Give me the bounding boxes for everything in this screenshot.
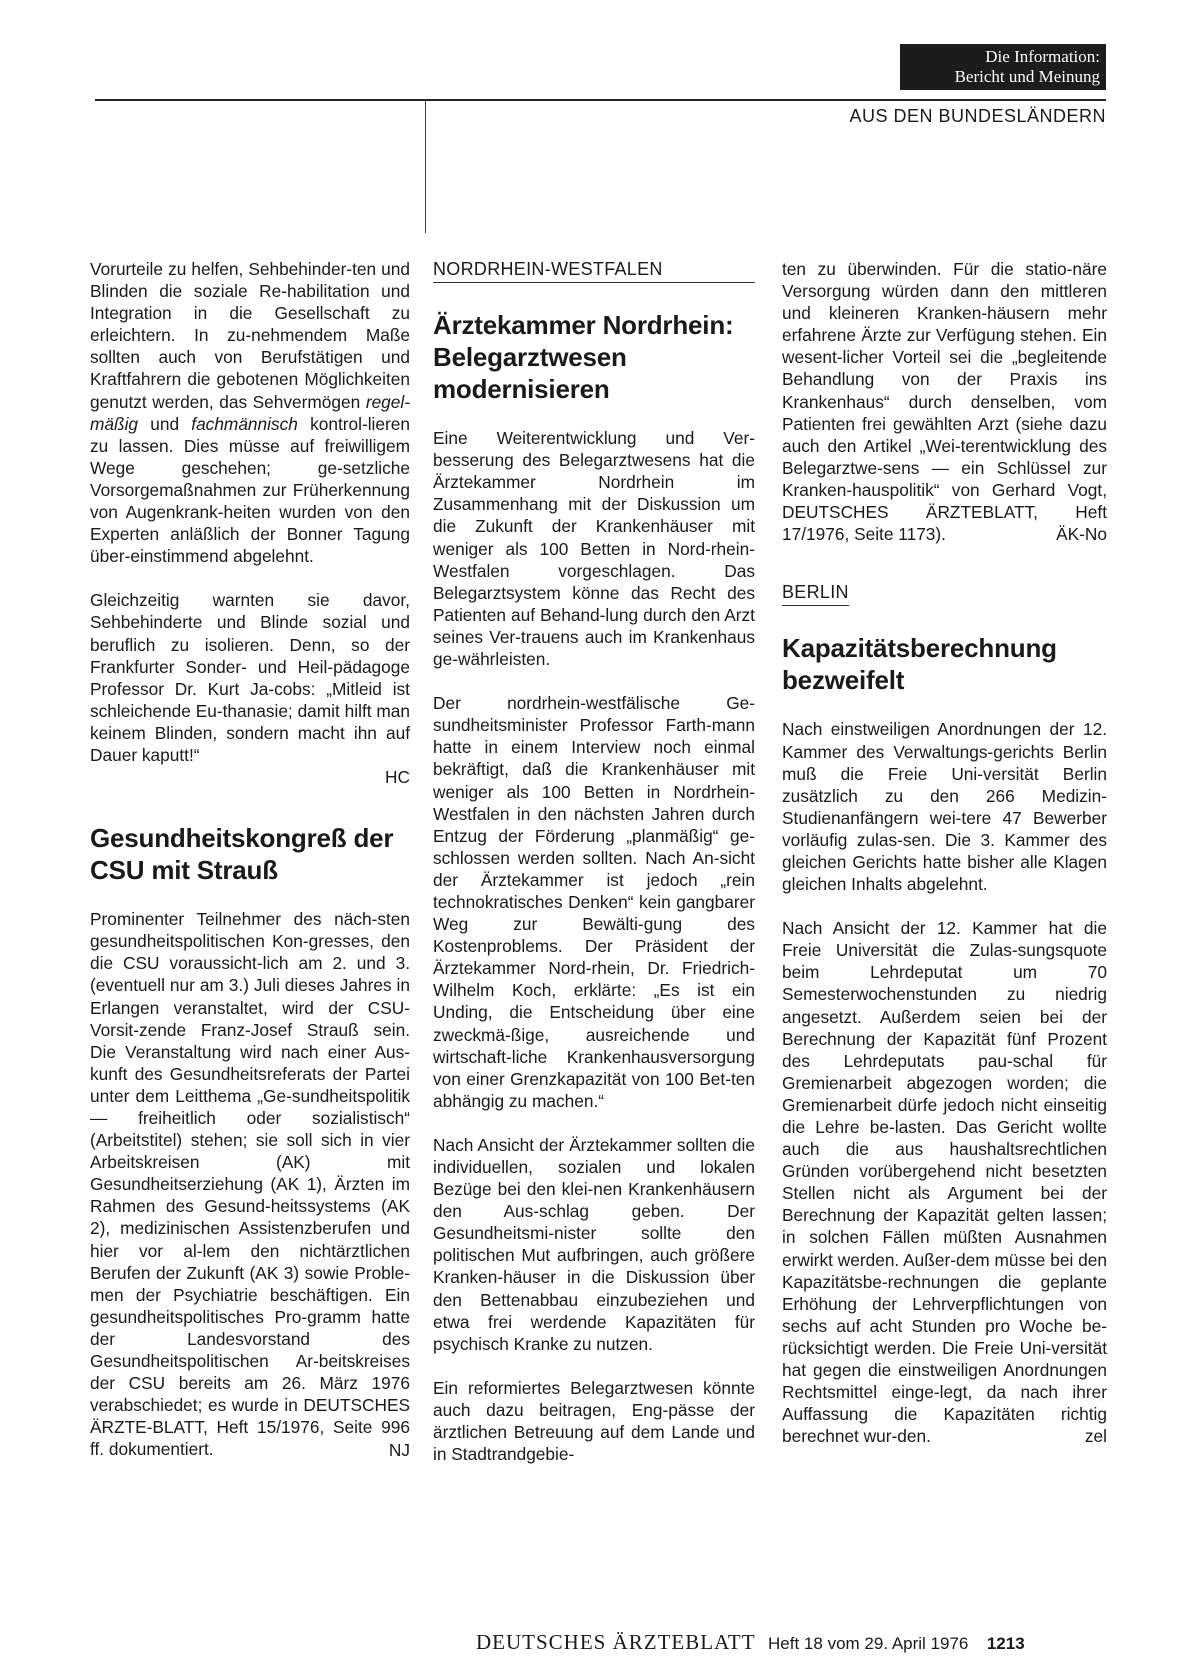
- col2-paragraph-1: Eine Weiterentwicklung und Ver-besserung des Belegarztwesens hat die Ärztekammer Nordrhein im Zusammenhang mit der Diskussion um die Zukunft der Krankenhäuser mit weniger als 100 Betten in Nord-rhein-Westfalen vorgeschlagen. Das Belegarztsystem könne das Recht des Patienten auf Behand-lung durch den Arzt seines Ver-trauens auch im Krankenhaus ge-währleisten.: [433, 428, 755, 670]
- signature-aek-no: ÄK-No: [1056, 524, 1107, 545]
- badge-line-1: Die Information:: [985, 47, 1100, 66]
- page-footer: [476, 1630, 1110, 1655]
- badge-line-2: Bericht und Meinung: [954, 67, 1100, 86]
- emphasis-fachmaennisch: fachmännisch: [191, 413, 298, 434]
- section-label: AUS DEN BUNDESLÄNDERN: [849, 106, 1106, 126]
- text-run: und: [150, 413, 180, 434]
- col1-paragraph-2: [90, 589, 410, 788]
- col3-paragraph-3: [782, 917, 1107, 1447]
- kicker-berlin: BERLIN: [782, 581, 849, 606]
- col3-paragraph-2: Nach einstweiligen Anordnungen der 12. Kammer des Verwaltungs-gerichts Berlin muß die Freie Uni-versität Berlin zusätzlich zu den 266 Medizin-Studienanfängern wei-tere 47 Bewerber vorläufig zulas-sen. Die 3. Kammer des gleichen Gerichts hatte bisher alle Klagen gleichen Inhalts abgelehnt.: [782, 719, 1107, 895]
- emphasis-regelmaessig: regel-mäßig: [90, 391, 410, 434]
- column-divider: [425, 99, 426, 233]
- headline-aerztekammer: Ärztekammer Nordrhein: Belegarztwesen modernisieren: [433, 310, 734, 405]
- header-rule: [95, 99, 1106, 101]
- header-badge: [900, 44, 1106, 90]
- column-2: [433, 258, 755, 1465]
- page-number: 1213: [986, 1634, 1025, 1653]
- col2-paragraph-4: Ein reformiertes Belegarztwesen könnte auch dazu beitragen, Eng-pässe der ärztlichen Betreuung auf dem Lande und in Stadtrandgebie-: [433, 1377, 755, 1465]
- col1-paragraph-3: [90, 908, 410, 1460]
- text-run: Vorurteile zu helfen, Sehbehinder-ten und Blinden die soziale Re-habilitation und Integration in die Gesellschaft zu erleichtern. In zu-nehmendem Maße sollten auch von Berufstätigen und Kraftfahrern die gebotenen Möglichkeiten genutzt werden, das Sehvermögen: [90, 259, 410, 412]
- journal-name: DEUTSCHES ÄRZTEBLATT: [476, 1630, 756, 1654]
- text-run: kontrol-lieren zu lassen. Dies müsse auf freiwilligem Wege geschehen; ge-setzliche Vorsorgemaßnahmen zur Früherkennung von Augenkrank-heiten wurden von den Experten anläßlich der Bonner Tagung über-einstimmend abgelehnt.: [90, 413, 410, 567]
- signature-hc: HC: [385, 767, 410, 788]
- headline-gesundheitskongress: Gesundheitskongreß der CSU mit Strauß: [90, 823, 394, 886]
- text-run: Prominenter Teilnehmer des näch-sten gesundheitspolitischen Kon-gresses, den die CSU voraussicht-lich am 2. und 3. (eventuell nur am 3.) Juli dieses Jahres in Erlangen veranstaltet, wird der CSU-Vorsit-zende Franz-Josef Strauß sein. Die Veranstaltung wird nach einer Aus-kunft des Gesundheitsreferats der Partei unter dem Leitthema „Ge-sundheitspolitik — freiheitlich oder sozialistisch“ (Arbeitstitel) stehen; sie soll sich in vier Arbeitskreisen (AK) mit Gesundheitserziehung (AK 1), Ärzten im Rahmen des Gesund-heitssystems (AK 2), medizinischen Assistenzberufen und hier vor al-lem den nichtärztlichen Berufen der Zukunft (AK 3) sowie Proble-men der Psychiatrie beschäftigen. Ein gesundheitspolitisches Pro-gramm hatte der Landesvorstand des Gesundheitspolitischen Ar-beitskreises der CSU bereits am 26. März 1976 verabschiedet; es wurde in DEUTSCHES ÄRZTE-BLATT, Heft 15/1976, Seite 996 ff. dokumentiert.: [90, 909, 410, 1460]
- text-run: Gleichzeitig warnten sie davor, Sehbehinderte und Blinde sozial und beruflich zu isolieren. Denn, so der Frankfurter Sonder- und Heil-pädagoge Professor Dr. Kurt Ja-cobs: „Mitleid ist schleichende Eu-thanasie; damit hilft man keinem Blinden, sondern macht ihn auf Dauer kaputt!“: [90, 590, 410, 765]
- issue-info: Heft 18 vom 29. April 1976: [768, 1634, 969, 1653]
- col1-paragraph-1: [90, 258, 410, 567]
- column-1: [90, 258, 410, 1461]
- signature-zel: zel: [1084, 1426, 1107, 1447]
- signature-nj: NJ: [388, 1439, 410, 1460]
- column-3: [782, 258, 1107, 1448]
- col2-paragraph-3: Nach Ansicht der Ärztekammer sollten die individuellen, sozialen und lokalen Bezüge bei den klei-nen Krankenhäusern den Aus-schlag geben. Der Gesundheitsmi-nister sollte den politischen Mut aufbringen, auch größere Kranken-häuser in die Diskussion über den Bettenabbau einzubeziehen und etwa frei werdende Kapazitäten für psychisch Kranke zu nutzen.: [433, 1134, 755, 1354]
- text-run: ten zu überwinden. Für die statio-näre Versorgung würden dann den mittleren und kleineren Kranken-häusern mehr erfahrene Ärzte zur Verfügung stehen. Ein wesent-licher Vorteil sei die „begleitende Behandlung von der Praxis ins Krankenhaus“ durch denselben, vom Patienten frei gewählten Arzt (siehe dazu auch den Artikel „Wei-terentwicklung des Belegarztwe-sens — ein Schlüssel zur Kranken-hauspolitik“ von Gerhard Vogt, DEUTSCHES ÄRZTEBLATT, Heft 17/1976, Seite 1173).: [782, 259, 1107, 545]
- text-run: Nach Ansicht der 12. Kammer hat die Freie Universität die Zulas-sungsquote beim Lehrdeputat um 70 Semesterwochenstunden zu niedrig angesetzt. Außerdem seien bei der Berechnung der Kapazität fünf Prozent des Lehrdeputats pau-schal für Gremienarbeit abgezogen worden; die Gremienarbeit dürfe jedoch nicht einseitig die Lehre be-lasten. Das Gericht wollte auch die aus haushaltsrechtlichen Gründen vorübergehend nicht besetzten Stellen nicht als Argument bei der Berechnung der Kapazität gelten lassen; in solchen Fällen müßten Ausnahmen erwirkt werden. Außer-dem müsse bei den Kapazitätsbe-rechnungen die geplante Erhöhung der Lehrverpflichtungen von sechs auf acht Stunden pro Woche be-rücksichtigt werden. Die Freie Uni-versität hat gegen die einstweiligen Anordnungen Rechtsmittel einge-legt, da nach ihrer Auffassung die Kapazitäten richtig berechnet wur-den.: [782, 918, 1107, 1447]
- col3-paragraph-1: [782, 258, 1107, 545]
- kicker-nordrhein-westfalen: NORDRHEIN-WESTFALEN: [433, 258, 755, 283]
- col2-paragraph-2: Der nordrhein-westfälische Ge-sundheitsminister Professor Farth-mann hatte in einem Interview noch einmal bekräftigt, daß die Krankenhäuser mit weniger als 100 Betten in Nordrhein-Westfalen in den nächsten Jahren durch Entzug der Förderung „planmäßig“ ge-schlossen werden sollten. Nach An-sicht der Ärztekammer ist jedoch „rein technokratisches Denken“ kein gangbarer Weg zur Bewälti-gung des Kostenproblems. Der Präsident der Ärztekammer Nord-rhein, Dr. Friedrich-Wilhelm Koch, erklärte: „Es ist ein Unding, die Entscheidung über eine zweckmä-ßige, ausreichende und wirtschaft-liche Krankenhausversorgung von einer Grenzkapazität von 100 Bet-ten abhängig zu machen.“: [433, 693, 755, 1111]
- headline-kapazitaetsberechnung: Kapazitätsberechnung bezweifelt: [782, 633, 1057, 696]
